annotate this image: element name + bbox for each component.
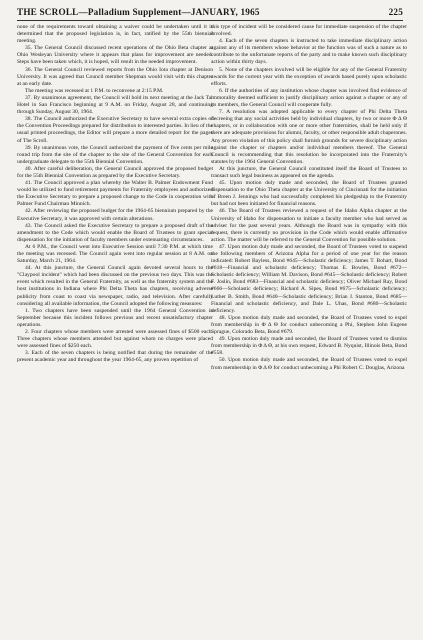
paragraph: 43. The Council asked the Executive Secretary to prepare a proposed draft of the amendment to the Code which would enable the Board of Trustees to grant special dispensation for the initiation of faculty members under extenuating circumstances. xyxy=(17,222,213,243)
paragraph: 47. Upon motion duly made and seconded, the Board of Trustees voted to suspend the following members of Arizona Alpha for a period of one year for the reason indicated: Robert Bayless, Bond #645—Scholastic deficiency; James T. Bohart, Bond #618—Financial and scholastic deficiency; Thomas E. Bowles, Bond #672—Scholastic deficiency; William M. Davison, Bond #645—Scholastic deficiency; Robert F. Joslin, Bond #683—Financial and scholastic deficiency; Oliver Michael Ray, Bond #666—Scholastic deficiency; Richard A. Sipes, Bond #675—Scholastic deficiency; Luther B. Smith, Bond #640—Scholastic deficiency; Brian J. Stanton, Bond #685—Financial and scholastic deficiency, and Dale L. Uhas, Bond #680—Scholastic deficiency. xyxy=(211,243,407,314)
paragraph: 41. The Council approved a plan whereby the Walter B. Palmer Endowment Fund would be utilized to fund retirement payments for Fraternity employees and authorized the Executive Secretary to prepare a proposed change to the Code in cooperation with Palmer Fund Chairman Minnich. xyxy=(17,180,213,208)
paragraph: At 6 P.M., the Council went into Executive Session until 7:30 P.M. at which time the meeting was recessed. The Council again went into regular session at 8 A.M. on Saturday, March 21, 1964. xyxy=(17,243,213,265)
paragraph: 35. The General Council discussed recent operations of the Ohio Beta chapter at Ohio Wesleyan University where it appears that plans for improvement are needed. Steps have been taken which, it is hoped, will result in the needed improvement. xyxy=(17,45,213,66)
paragraph: At this juncture, the General Council constituted itself the Board of Trustees to transact such legal business as appeared on the agenda. xyxy=(211,165,407,179)
paragraph: 4. Each of the seven chapters is instructed to take immediate disciplinary action against any of its members whose behavior at the function was of such a nature as to contribute to the unfortunate reports of the party and to make known such disciplinary action within thirty days. xyxy=(211,38,407,66)
header-rule xyxy=(17,20,403,21)
paragraph: 44. At this juncture, the General Council again devoted several hours to the "Claypool incident" which had been discussed on the previous two days. This was the event which resulted in the General Fraternity, as well as the fraternity system and the host institutions in Indiana where Phi Delta Theta has chapters, receiving adverse publicity from coast to coast via newspaper, radio, and television. After carefully considering all available information, the Council adopted the following measures: xyxy=(17,265,213,307)
left-column xyxy=(17,24,213,634)
right-column xyxy=(211,24,407,634)
page-number: 225 xyxy=(388,7,403,17)
paragraph: 1. Two chapters have been suspended until the 1964 General Convention in September because this incident follows previous and recent unsatisfactory chapter operations. xyxy=(17,307,213,328)
paragraph: 50. Upon motion duly made and seconded, the Board of Trustees voted to expel from membership in Φ Δ Θ for conduct unbecoming a Phi Robert C. Douglas, Arizona xyxy=(211,357,407,371)
paragraph: 48. Upon motion duly made and seconded, the Board of Trustees voted to expel from membership in Φ Δ Θ for conduct unbecoming a Phi, Stephen John Eugene Sprague, Colorado Beta, Bond #679. xyxy=(211,314,407,336)
paragraph: 46. The Board of Trustees reviewed a request of the Idaho Alpha chapter at the University of Idaho for dispensation to initiate a faculty member who had served as adviser for the past several years. Although the Board was in sympathy with this request, there is currently no provision in the Code which would enable affirmative action. The matter will be referred to the General Convention for possible solution. xyxy=(211,208,407,243)
paragraph: 42. After reviewing the proposed budget for the 1964-65 biennium prepared by the Executive Secretary, it was approved with certain alterations. xyxy=(17,208,213,222)
running-title: THE SCROLL—Palladium Supplement—JANUARY, 1965 xyxy=(17,7,260,17)
paragraph: 38. The Council authorized the Executive Secretary to have several extra copies of the Convention Proceedings prepared for distribution to interested parties. In lieu of the usual printed proceedings, the Editor will prepare a more detailed report for the pages of The Scroll. xyxy=(17,116,213,144)
paragraph: 36. The General Council reviewed reports from the Ohio Iota chapter at Denison University. It was agreed that Council member Shepman would visit with this chapter at an early date. xyxy=(17,66,213,87)
paragraph: 39. By unanimous vote, the Council authorized the payment of five cents per mile round trip from the site of the chapter to the site of the General Convention for each undergraduate delegate to the 55th Biennial Convention. xyxy=(17,144,213,165)
paragraph: this type of incident will be considered cause for immediate suspension of the chapter involved. xyxy=(211,24,407,38)
paragraph: 2. Four chapters whose members were arrested were assessed fines of $500 each. Three chapters whose members attended but against whom no charges were placed were assessed fines of $250 each. xyxy=(17,329,213,350)
paragraph: 37. By unanimous agreement, the Council will hold its next meeting at the Jack Tar Hotel in San Francisco beginning at 9 A.M. on Friday, August 28, and continuing through Sunday, August 30, 1964. xyxy=(17,94,213,116)
paragraph: 3. Each of the seven chapters is being notified that during the remainder of the present academic year and throughout the year 1964-65, any proven repetition of xyxy=(17,350,213,364)
paragraph: 7. A resolution was adopted applicable to every chapter of Phi Delta Theta decreeing that any social activities held by individual chapters, by two or more Φ Δ Θ chapters, or in collaboration with one or more other fraternities, shall be held only if there are adequate provisions for alumni, faculty, or other responsible adult chaperones. Any proven violation of this policy shall furnish grounds for severe disciplinary action against the chapter or chapters and/or individual members thereof. The General Council is recommending that this resolution be incorporated into the Fraternity's statutes by the 1964 General Convention. xyxy=(211,109,407,165)
paragraph: 49. Upon motion duly made and seconded, the Board of Trustees voted to dismiss from membership in Φ Δ Θ, at his own request, Edward B. Nyquist, Illinois Beta, Bond #558. xyxy=(211,336,407,357)
paragraph: The meeting was recessed at 1 P.M. to reconvene at 2:15 P.M. xyxy=(25,87,164,94)
running-head xyxy=(17,7,403,21)
paragraph: 6. If the authorities of any institution whose chapter was involved find evidence of immorality deemed sufficient to justify disciplinary action against a chapter or any of its members, the General Council will cooperate fully. xyxy=(211,87,407,109)
paragraph: 45. Upon motion duly made and seconded, the Board of Trustees granted dispensation to the Ohio Theta chapter at the University of Cincinnati for the initiation of Breen J. Jennings who had successfully completed his pledgeship to the Fraternity but had not been initiated for financial reasons. xyxy=(211,180,407,208)
paragraph: 5. None of the chapters involved will be eligible for any of the General Fraternity awards for the current year with the exception of awards based purely upon scholastic efforts. xyxy=(211,66,407,87)
paragraph: none of the requirements toward obtaining a waiver could be undertaken until it is determined that the proposed legislation is, in fact, ratified by the 55th biennial meeting. xyxy=(17,24,213,45)
paragraph: 40. After careful deliberation, the General Council approved the proposed budget for the 55th Biennial Convention as prepared by the Executive Secretary. xyxy=(17,165,213,179)
